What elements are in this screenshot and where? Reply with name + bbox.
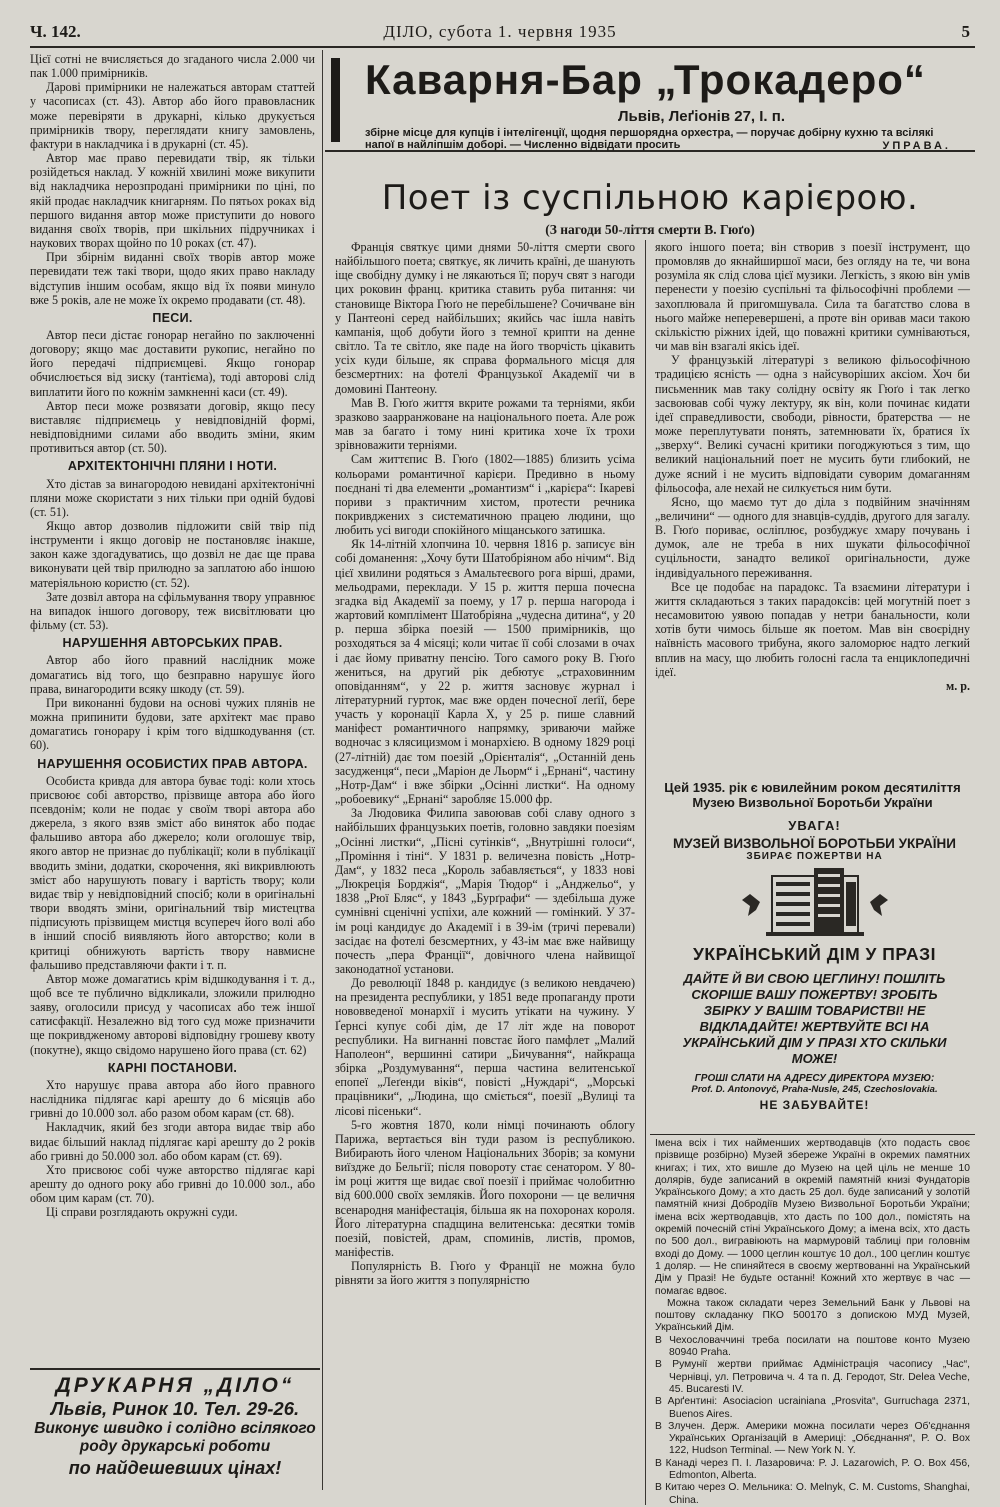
masthead-date: ДІЛО, субота 1. червня 1935 — [383, 22, 617, 41]
cafe-signature: УПРАВА. — [882, 140, 951, 152]
attention-label: УВАГА! — [788, 818, 841, 833]
cafe-address: Львів, Леґіонів 27, І. п. — [618, 108, 785, 125]
list-item: В Арґентині: Asociacion ucrainiana „Prosvita“, Gurruchaga 2371, Buenos Aires. — [655, 1396, 970, 1420]
paragraph: За Людовика Филипа завоював собі славу одного з найбільших французьких поетів, головно завдяки поезіям „Осінні листки“, „Пісні сутінків“, „Внутрішні голоси“, „Проміння і тіні“. У 1831 р. величезна повість „Нотр-Дам“, у 1832 песа „Король забавляється“, у 1833 нові „Люкреція Борджія“, „Марія Тюдор“ і „Анджельо“, у 1838 „Рюї Бляс“, у 1843 „Бурґрафи“ — здебільша дуже сумнівні сценічні успіхи, але кожний — гомінкий. У 37-ім році кандидує до Академії і в 39-ім (тричі перевали) засідає на фотелі безсмертних, у 43-ім має вже найвищу почесть „пера Франції“, довічного члена найвищої законодатної установи. — [335, 806, 635, 976]
header-rule — [30, 46, 975, 48]
page-header — [30, 22, 970, 48]
column-divider-right — [645, 240, 646, 1505]
paragraph: Ці справи розглядають окружні суди. — [46, 1205, 238, 1220]
paragraph: Все це подобає на парадокс. Та взаємини літератури і життя складаються з таких парадоксів: цей могутній поет з несамовитою уявою попадав у нетри банальности, коли хотів бути чимось більше як поетом. Мав він своєрідну наївність масового трибуна, якого заломорює надто легкий вплив на масу, що любить голосні гасла та енциклопедичні ідеї. — [655, 579, 970, 679]
column-divider-left — [322, 50, 323, 1490]
museum-donation-text — [655, 1138, 970, 1506]
cafe-ad — [325, 52, 975, 152]
list-item: В Чехословаччині треба посилати на поштове конто Музею 80940 Praha. — [655, 1334, 970, 1359]
paragraph: Хто дістав за винагородою невидані архітектонічні пляни може скористати з них тільки при одній будові (ст. 51). — [30, 476, 315, 519]
paragraph: Автор песи може розвязати договір, якщо песу виставляє підприємець у невідповідній формі, невідповідними силами або вводить зміни, яким противиться автор (ст. 50). — [30, 398, 315, 456]
ad-text: Виконує швидко і солідно всілякого роду друкарські роботи — [34, 1420, 316, 1455]
article-subtitle: (З нагоди 50-ліття смерти В. Гюґо) — [545, 222, 755, 237]
paragraph: Дарові примірники не належаться авторам статтей у часописах (ст. 43). Автор або його правовласник може перевіряти в друкарні, кілько друкується примірників твору, переглядати книгу замовлень, фактури в накладчика і в друкарні (ст. 45). — [30, 80, 315, 151]
cafe-title: Каварня-Бар „Трокадеро“ — [365, 56, 926, 103]
paragraph: При виконанні будови на основі чужих плянів не можна припинити будови, зате архітект має право домагатись гонорару і крім того відшкодування (ст. 60). — [30, 695, 315, 753]
paragraph: Особиста кривда для автора буває тоді: коли хтось присвоює собі авторство, прізвище автора або його псевдонім; коли не подає у своїм творі автора або джерела, з якого взяв зміст або виняток або подає фальшиво автора або джерело; коли оголошує твір, якого автор не признає до публікації; коли в публікації вводить зміни, додатки, скорочення, які викривлюють зміст або нарушують повагу і вартість твору; коли видає твір у невідповідний спосіб; коли в оригінальні твори вводять зміни, оригінальний твір мистецтва підписують прізвищем мистця всупереч його волі або в інший спосіб виявляють його авторство; коли в критиці обнижують вартість твору навмисне фальшиво представляючи факти і т. п. — [30, 773, 315, 972]
ad-bar-ornament — [331, 58, 340, 142]
ad-address: Львів, Ринок 10. Тел. 29-26. — [50, 1398, 300, 1419]
dont-forget-label: НЕ ЗАБУВАЙТЕ! — [759, 1098, 870, 1112]
paragraph: Хто присвоює собі чуже авторство підлягає карі арешту до одного року або гривні до 10.000 зол., або обом цим карам (ст. 70). — [30, 1162, 315, 1206]
paragraph: Ясно, що маємо тут до діла з подвійним значінням „величини“ — одного для знавців-суддів, другого для загалу. В. Гюґо пориває, осліплює, розбуджує хмару почувань і думок, але не треба в них шукати фільософічної суцільности, занадто великої оригінальности, дуже індивідуального переживання. — [655, 494, 970, 580]
leaf-ornament-icon — [742, 894, 760, 916]
article-column-middle — [335, 240, 635, 1505]
list-item: В Румунії жертви приймає Адміністрація часопису „Час“, Чернівці, ул. Петровича ч. 4 та п. Д. Геродот, Str. Delea Veche, 45. Bucaresti IV. — [655, 1359, 970, 1395]
paragraph: Автор песи дістає гонорар негайно по заключенні договору; якщо має доставити рукопис, негайно по його передачі підприємцеві. Якщо гонорар обчислюється від зиску (тантієма), тоді авторові слід виплатити його по кожнім замкненні каси (ст. 49). — [30, 327, 315, 399]
paragraph: У французькій літературі з великою фільософічною традицією ясність — одна з найсуворіших аксіом. Хоч би письменник мав таку солідну освіту як Гюґо і так легко засвоював собі чужу лектуру, як він, коли починає кидати ідеї справедливости, свободи, рівности, братерства — не може переплутувати понять, затемнювати їх, братися їх „зверху“. Великі сучасні критики погоджуються з тим, що великий національний поет не мусить бути глибокий, не дуже ясний і не мусить відповідати суворим домаганням фільософа, але нехай не силкується ним бути. — [655, 353, 970, 495]
printing-house-ad — [30, 1368, 320, 1488]
museum-name: МУЗЕЙ ВИЗВОЛЬНОЇ БОРОТЬБИ УКРАЇНИ — [673, 836, 956, 851]
paragraph: Хто нарушує права автора або його правного наслідника підлягає карі арешту до 6 місяців або гривні до 10.000 зол. або разом обом карам (ст. 68). — [30, 1077, 315, 1121]
address-intro: ГРОШІ СЛАТИ НА АДРЕСУ ДИРЕКТОРА МУЗЕЮ: — [694, 1073, 935, 1084]
paragraph: Автор або його правний наслідник може домагатись від того, що безправно нарушує його права, винагородити всяку шкоду (ст. 59). — [30, 653, 315, 696]
paragraph: Автор може домагатись крім відшкодування і т. д., щоб все те публично відкликали, зложили прилюдно заяву, оголосили присуд у часописах або теж іншої сатисфакції. Незалежно від того суд може призначити ще покривдженому авторові відповідну грошеву квоту (покутне), якщо свідомо нарушено його права (ст. 62) — [30, 971, 315, 1057]
list-item: В Канаді через П. І. Лазаровича: P. J. Lazarowich, P. O. Box 456, Edmonton, Alberta. — [655, 1457, 970, 1482]
article-column-right — [655, 240, 970, 765]
section-heading: ПЕСИ. — [152, 310, 193, 325]
ad-title: ДРУКАРНЯ „ДІЛО“ — [55, 1374, 295, 1397]
paragraph: Як 14-літній хлопчина 10. червня 1816 р. записує він собі доманення: „Хочу бути Шатобріяном або нічим“. Від цієї хвилини родяться з Амальтеєвого рога вірші, драми, мельодрами, переклади. У 15 р. життя перша почесна згадка від Академії за поему, у 17 р. перша нагорода і жартовий комплімент Шатобріяна „чудесна дитина“, у 20 р. перша збірка поезій — 1500 примірників, що розходяться за 4 місяці; коли читає її собі слозами в очах і дає йому приватну пенсію. Того самого року В. Гюґо жениться, на другий рік дебютує „страховинним оповіданням“, у 22 р. життя засновує журнал і літературний гурток, має вже орден почесної леґії, бере участь у коронації Карла Х, у 25 р. пише славний маніфест романтичного напрямку, зриваючи майже водночас з клясицизмом і монархією. В одному 1829 році (27-літній) дає том поезій „Орієнталія“, „Останній день засудженця“, песи „Маріон де Льорм“ і „Ернані“, частину „Нотр-Дам“ і вже збірки „Осінні листки“. На одному „робоевику“ „Ернані“ заробляє 15.000 фр. — [335, 537, 635, 807]
paragraph: Якщо автор дозволив підложити свій твір під інструменти і якщо договір не постановляє інакше, закон каже здогадуватись, що дозвіл не дає ще права виконувати цей твір прилюдно за заплатою або іншою матеріяльною користю (ст. 52). — [30, 519, 315, 590]
paragraph: Сам життєпис В. Гюґо (1802—1885) близить усіма кольорами романтичної карієри. Предивно в ньому поєднані ті два елементи „романтизм“ і „карієра“: Ікареві пориви з практичним хистом, протести речника покривджених з систематичною працею людини, що любить усі вигоди спокійного міщанського затишка. — [335, 452, 635, 538]
museum-ad — [650, 780, 975, 1135]
paragraph: Мав В. Гюґо життя вкрите рожами та терніями, якби зразково заарранжоване на національного поета. Але рож мав за багато і тому нині критика хоче їх трохи зрівноважити терніями. — [335, 395, 635, 453]
paragraph: Зате дозвіл автора на сфільмування твору управнює на випадок іншого договору, теж висвітлювати цю фільму (ст. 53). — [30, 589, 315, 633]
list-item: В Китаю через О. Мельника: O. Melnyk, C. M. Customs, Shanghai, China. — [655, 1482, 970, 1506]
museum-ad-headline: Цей 1935. рік є ювилейним роком десятиліття Музею Визвольної Боротьби України — [664, 780, 961, 810]
paragraph: Накладчик, який без згоди автора видає твір або видає більший наклад підлягає карі арешту до 2 років або гривні до 50.000 зол. або обом карам (ст. 69). — [30, 1120, 315, 1163]
paragraph: 5-го жовтня 1870, коли німці починають облогу Парижа, вертається він туди разом із республикою. Вибирають його членом Національних Зборів; за комуни виїздже до Бельгії; після повороту стає сенатором. У 80-ім році життя ще видає свої поезії і приймає чолобитню від 600.000 своїх земляків. Його похорони — це величня всенародня маніфестація, більша як на похоронах короля. Його літературна спадщина велитенська: десятки томів поезій, повістей, драм, споминів, листів, промов, маніфестів. — [335, 1117, 635, 1260]
cafe-text: збірне місце для купців і інтелігенції, щодня першорядна орхестра, — поручає добірну кухню та всілякі напої в найліпшім доборі. — Численно відвідати просить — [365, 127, 934, 151]
section-heading: КАРНІ ПОСТАНОВИ. — [107, 1060, 238, 1075]
paragraph: До революції 1848 р. кандидує (з великою невдачею) на президента республики, у 1851 веде пропаганду проти нововведеної монархії і мусить утікати на чужину. У Ґернсі купує собі дім, де 17 літ жде на поворот республики. На вигнанні повстає його памфлет „Малий Наполеон“, вершинні сатири „Бичування“, найкраща збірка „Роздумування“, перша частина велитенської епопеї „Леґенди віків“, повісті „Нуждарі“, „Морські працівники“, „Людина, що сміється“, поезії „Вулиці та лісові пісеньки“. — [335, 976, 635, 1118]
museum-ad-frame — [672, 818, 957, 1133]
donation-call: ДАЙТЕ Й ВИ СВОЮ ЦЕГЛИНУ! ПОШЛІТЬ СКОРІШЕ ВАШУ ПОЖЕРТВУ! ЗРОБІТЬ ЗБІРКУ У ВАШІМ ТОВАРИСТВІ! НЕ ВІДКЛАДАЙТЕ! ЖЕРТВУЙТЕ ВСІ НА УКРАЇНСЬКИЙ ДІМ У ПРАЗІ ХТО СКІЛЬКИ МОЖЕ! — [682, 971, 947, 1066]
paragraph: Франція святкує цими днями 50-ліття смерти свого найбільшого поета; святкує, як личить країні, де шанують іще свобідну думку і не лякаються її; поруч свят з нагоди цих роковин франц. критика ставить руба питання: чи становище Віктора Гюґо не перебільшене? Сочичване він у Пантеоні серед найбільших; якийсь час ішла навіть кампанія, щоб добути його з темної крипти на денне світло. Та те світло, яке паде на його творчість цікавить усіх куди більше, як справа формального місця для безсмертних: на фотелі Французької Академії чи в домовині Пантеону. — [335, 240, 635, 396]
ad-slogan: по найдешевших цінах! — [68, 1458, 282, 1478]
paragraph: Популярність В. Гюґо у Франції не можна було рівняти за його життя з популярністю — [335, 1259, 635, 1288]
issue-number: Ч. 142. — [30, 22, 81, 41]
section-heading: НАРУШЕННЯ АВТОРСЬКИХ ПРАВ. — [62, 636, 283, 651]
section-heading: АРХІТЕКТОНІЧНІ ПЛЯНИ І НОТИ. — [67, 459, 278, 474]
paragraph: При збірнім виданні своїх творів автор може перевидати теж такі твори, щодо яких право накладу відступив іншим особам, якщо від їх появи минуло вже 5 років, але не може їх окремо продавати (ст. 48). — [30, 250, 315, 307]
paragraph: Імена всіх і тих найменших жертводавців (хто подасть своє прізвище розбірно) Музей збереже Україні в окремих памятних книгах; і тих, хто вишле до Музею на цей ціль не менше 10 долярів, буде записаний в окремій памятній книзі Фундаторів Українського Дому; а хто дасть 25 дол. буде записаний у золотій памятній книзі Добродіїв Музею Визвольної Боротьби України; імена всіх жертводавців, хто дасть по 100 дол., помістять на окремій почесній стіні Українського Дому; а імена всіх, хто дасть по 500 дол., вигравіюють на мармуровій таблиці при головнім вході до Дому. — 1000 цеглин коштує 10 дол., 100 цеглин коштує 1 доляр. — Не спиняйтеся в своєму жертвованні на Український Дім у Празі! Не будьте останні! Кожний хто жертвує в час — помагає вдвоє. — [655, 1138, 970, 1297]
list-item: В Злучен. Держ. Америки можна посилати через Об'єднання Українських Організацій в Америці: „Обєднання“, P. O. Box 122, Hudson Terminal. — New York N. Y. — [655, 1420, 970, 1457]
leaf-ornament-icon — [870, 894, 888, 916]
director-address: Prof. D. Antonovyč, Praha-Nusle, 245, Czechoslovakia. — [691, 1084, 938, 1095]
left-column — [30, 52, 315, 1362]
article-title: Поет із суспільною карієрою. — [381, 178, 919, 218]
building-illustration — [740, 866, 890, 938]
page-number: 5 — [961, 22, 970, 41]
collects-label: ЗБИРАЄ ПОЖЕРТВИ НА — [746, 851, 883, 862]
author-signature: м. р. — [945, 678, 970, 693]
paragraph: якого іншого поета; він створив з поезії інструмент, що промовляв до якнайширшої маси, без огляду на те, чи вона розуміла як слід слова цієї музики. Легкість, з якою він умів перенести у поезію суспільні та фільософічні проблеми — захоплювала й пригомшувала. Сила та багатство слова в нього майже неперевершені, а проте він оривав маси такою скількістю ріжних ідей, що поважні критики сумніваються, чи мав він взагалі якісь ідеї. — [655, 240, 970, 354]
paragraph: Автор має право перевидати твір, як тільки розійдеться наклад. У кожній хвилині може викупити від накладчика нерозпродані примірники по ціні, по якій продає накладчик книгарням. По пятьох роках від першого видання автор може приступити до нового видання своїх творів, при шкільних підручниках і наукових творах щойно по 10 роках (ст. 47). — [30, 151, 315, 251]
ukrainian-house-title: УКРАЇНСЬКИЙ ДІМ У ПРАЗІ — [693, 944, 936, 964]
paragraph: Цієї сотні не вчисляється до згаданого числа 2.000 чи пак 1.000 примірників. — [30, 52, 315, 81]
section-heading: НАРУШЕННЯ ОСОБИСТИХ ПРАВ АВТОРА. — [37, 756, 308, 771]
ad-rule — [650, 1134, 975, 1135]
paragraph: Можна також складати через Земельний Банк у Львові на поштову складанку ПКО 500170 з допискою МУД Музей, Український Дім. — [655, 1297, 970, 1334]
